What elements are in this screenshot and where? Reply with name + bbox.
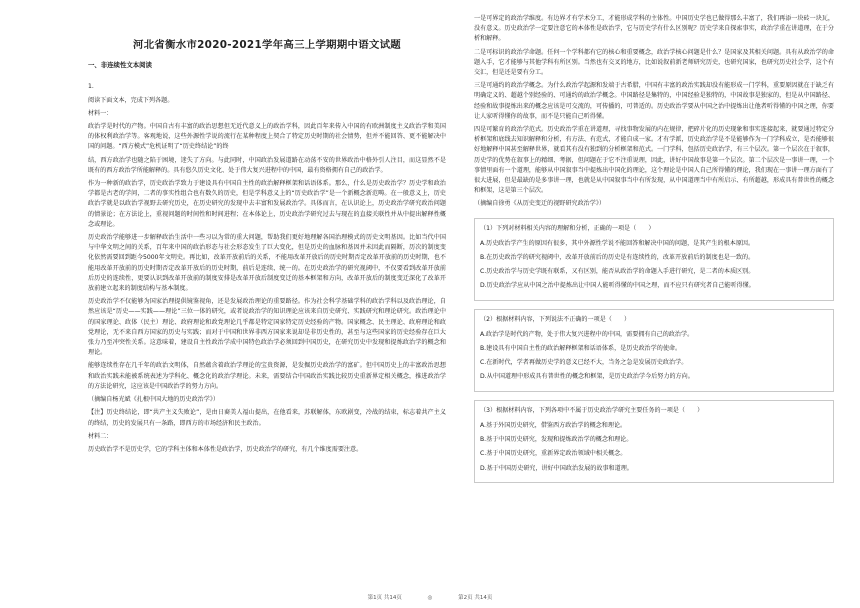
source-citation: （摘编自杨光斌《扎根中国大地的历史政治学》） — [88, 396, 220, 404]
passage-paragraph: 一是可界定的政治学维度。有边界才有学术分工，才能形成学科的主体性。中国历史学也已做得那么丰富了，我们再添一块砖一块瓦，没有意义。历史政治学一定要注意它的本体性是政治学，它与历史学有什么区别呢？历史学来自探索事实，政治学重在讲道理，在于分析和解释。 — [474, 15, 834, 43]
answer-option[interactable]: D.从中国道理中形成具有普世性的概念和框架，是历史政治学今后努力的方向。 — [480, 373, 694, 381]
answer-option[interactable]: A.政治学是时代的产物，处于伟大复兴进程中的中国，需要拥有自己的政治学。 — [480, 330, 694, 338]
answer-option[interactable]: D.基于中国历史研究，讲好中国政治发展的故事和道理。 — [480, 464, 633, 472]
question-stem: （2）根据材料内容，下列说法不正确的一项是（ ） — [480, 315, 631, 323]
footnote: 【注】历史终结论，即“共产主义失败论”，是由日裔美人福山提出，在他看来，苏联解体，东欧剧变，冷战的结束，标志着共产主义的终结，历史的发展只有一条路，即西方的市场经济和民主政治。 — [88, 409, 446, 427]
passage-paragraph: 二是可标识的政治学命题。任何一个学科都有它的核心和重要概念，政治学核心问题是什么？是国家及其相关问题。具有从政治学的命题入手，它才能够与其他学科有所区别。当然也有交叉的地方，比如说叙前新老师研究历史，也研究国家，也研究历史社会学，这个有交汇，但是还是要有分工。 — [474, 48, 834, 77]
answer-option[interactable]: C.基于中国历史研究，重新界定政治领域中相关概念。 — [480, 450, 627, 458]
answer-option[interactable]: C.历史政治学与历史学既有联系，又有区别，能否从政治学的命题入手进行研究，是二者的本质区别。 — [480, 268, 755, 276]
page-title: 河北省衡水市2020-2021学年高三上学期期中语文试题 — [133, 39, 401, 51]
page-footer — [0, 593, 860, 601]
section-heading: 一、非连续性文本阅读 — [88, 61, 152, 70]
passage-paragraph: 历史政治学能够进一步解释政治生活中一些习以为常的重大问题，帮助我们更好地理解各国治理模式的历史文明基因。比如当代中国与中华文明之间的关系，百年来中国的政治形态与社会形态发生了巨大变化，但是历史的血脉和基因并未因此而隔断，历次的制度变化依然需要回到距今5000年文明史。再比如，改革开放前后的关系，不能用改革开放后的历史时期否定改革开放前的历史时期，也不能用改革开放前的历史时期否定改革开放后的历史时期，前后是连续、统一的。在历史政治学的研究视阈中，不仅要看到改革开放前后历史的连续性，更要认识到改革开放前的制度安排是改革开放后制度变迁的基本框架和方向，改革开放后的制度变迁深化了改革开放前建立起来的制度结构与基本制度。 — [88, 234, 446, 293]
passage-paragraph: 三是可通约的政治学概念。为什么政治学起源和发端于古希腊，中国有丰富的政治实践却没有能形成一门学科，重要原因就在于缺乏有明确定义的、超越个别经验的、可通约的政治学概念。中国路径是集特的，中国经验是独特的，中国故事是独家的，但是从中国路径、经验和故事提炼出来的概念应该是可交流的，可传播的，可普适的。历史政治学要从中国之治中提炼出让他者听得懂的中国之理，你要让人家听得懂你的故事，而不是只能自己听得懂。 — [474, 82, 834, 120]
material-two-label: 材料二： — [88, 432, 113, 440]
answer-option[interactable]: A.基于外国历史研究，借鉴西方政治学的概念和理论。 — [480, 421, 627, 429]
passage-paragraph: 政治学是时代的产物。中国自古有丰富的政治思想但无近代意义上的政治学科，因此百年来传入中国的有欧洲制度主义政治学和美国的体权利政治学等。客观地说，这些外源性学说的流行在某种程度上契合了特定历史时期的社会情势，但并不能回答、更不能解决中国的问题。“西方模式”危机证明了“历史终结论”的终 — [88, 123, 446, 151]
answer-option[interactable]: B.建设具有中国自主性的政治解释框架和话语体系，是历史政治学的使命。 — [480, 345, 682, 353]
passage-paragraph: 四是可繁育的政治学范式。历史政治学重在讲道理，寻找事物发展的内在规律，把碎片化的历史现象和事实连接起来，就要通过特定分析框架和底线去知识解释和分析，有方法、有范式，才能自成一家。才有学派，历史政治学是不是能够作为一门学科成立，是否能够很好地解释中国甚至解释世界，就看其有没有独到的分析框架和范式。一门学科，包括历史政治学，有三个层次。第一个层次在于叙事，历史学的优势在叙事上的精细、考据，但问题在于它不注重说理，因此，讲好中国故事是第一个层次。第二个层次是一事讲一理，一个事情里面有一个道理，能够从中国叙事当中提炼出中国化的理论，这个理论是中国人自己所得懂的理论，我们现在一事讲一理方面有了很大进展，但是最缺的是多事讲一理，也就是从中国叙事当中有所发现，从中国道理当中有所启示、有所超越，形成具有普世性的概念和框架，这是第三个层次。 — [474, 126, 834, 195]
answer-option[interactable]: B.在历史政治学的研究视阈中，改革开放前后的历史是有连续性的，改革开放前后的制度也是一致的。 — [480, 254, 755, 262]
question-number: 1. — [88, 83, 94, 91]
answer-option[interactable]: B.基于中国历史研究，发现和提炼政治学的概念和理论。 — [480, 436, 633, 444]
right-column — [474, 14, 834, 489]
answer-option[interactable]: D.历史政治学应从中国之治中提炼出让中国人能听得懂的中国之理，而不应只有研究者自己能听得懂。 — [480, 282, 755, 290]
source-citation: （摘编自徐勇《从历史变迁的视野研究政治学》） — [474, 200, 606, 208]
question-stem: （3）根据材料内容，下列各项中不属于历史政治学研究主要任务的一项是（ ） — [480, 406, 704, 414]
page-number-right: 第2页 共14页 — [458, 595, 493, 601]
question-block-3 — [474, 400, 834, 483]
passage-paragraph: 作为一种新的政治学，历史政治学致力于建设具有中国自主性的政治解释框架和话语体系。那么，什么是历史政治学？历史学和政治学都是古老的学问，二者的事实性组合也有数久的历史，但是学科意义上的“历史政治学”是一个新概念新范畴。在一般意义上，历史政治学就是以政治学视野去研究历史，在历史研究的发现中去丰富和发展政治学。具体而言，在认识论上，历史政治学研究政治问题的情景论；在方法论上，重视问题的时间性和时间进程；在本体论上，历史政治学研究过去与现在的直接关联性并从中提出解释性概念或理论。 — [88, 180, 446, 228]
answer-option[interactable]: A.历史政治学产生的原因有很多，其中外源性学说不能回答和解决中国的问题，是其产生的根本原因。 — [480, 239, 755, 247]
passage-paragraph: 结，西方政治学也随之陷于困境，迷失了方向。与此同时，中国政治发展道路在动荡不安的世界政治中格外引人注目，而这显然不是既有的西方政治学所能解释的。具有悠久历史文化、处于伟大复兴进程中的中国，最有资格拥有自己的政治学。 — [88, 156, 446, 174]
reading-intro: 阅读下面文本，完成下列各题。 — [88, 96, 174, 104]
answer-option[interactable]: C.在新时代，学者再做历史学的意义已经不大，当务之急是发展历史政治学。 — [480, 359, 688, 367]
passage-paragraph: 历史政治学不是历史学，它的学科主体和本体性是政治学，历史政治学的研究，有几个维度需要注意。 — [88, 445, 363, 453]
footer-center-mark: ◎ — [427, 595, 433, 601]
question-stem: （1）下列对材料相关内容的理解和分析，正确的一项是（ ） — [480, 224, 655, 232]
left-column — [88, 14, 446, 458]
passage-paragraph: 历史政治学不仅能够为国家治理提供镜鉴视角，还是发展政治理论的重要路径。作为社会科学基础学科的政治学科以及政治理论，自然应该是“历史——实践——理论”三位一体的研究，或者说政治学的知识理论应该来自历史研究、实践研究和理论研究。政治理论中的国家理论、政体（民主）理论、政府理论和政党理论几乎都是特定国家特定历史经验的产物。国家概念、民主理论、政府理论和政党理论，无不来自西方国家的历史与实践；而对于中国和世界非西方国家来说却是非历史性的，甚至与这些国家的历史经验存在巨大张力乃至冲突性关系。这意味着，建设自主性政治学成中国特色政治学必须回到中国历史，在研究历史中发现和提炼政治学的概念和理论。 — [88, 298, 446, 357]
passage-paragraph: 能够连续性存在几千年的政治文明体，自然蕴含着政治学理论的宝贵资源，是发掘历史政治学的富矿。但中国历史上的丰富政治思想和政治实践未能被系统表述为学科化、概念化的政治学理论。未来，需要结合中国政治实践比较历史重新界定相关概念，推进政治学的方法论研究，这应该是中国政治学的努力方向。 — [88, 362, 446, 390]
question-block-1 — [474, 218, 834, 301]
material-one-label: 材料一： — [88, 109, 113, 117]
question-block-2 — [474, 309, 834, 392]
page-number-left: 第1页 共14页 — [367, 595, 402, 601]
